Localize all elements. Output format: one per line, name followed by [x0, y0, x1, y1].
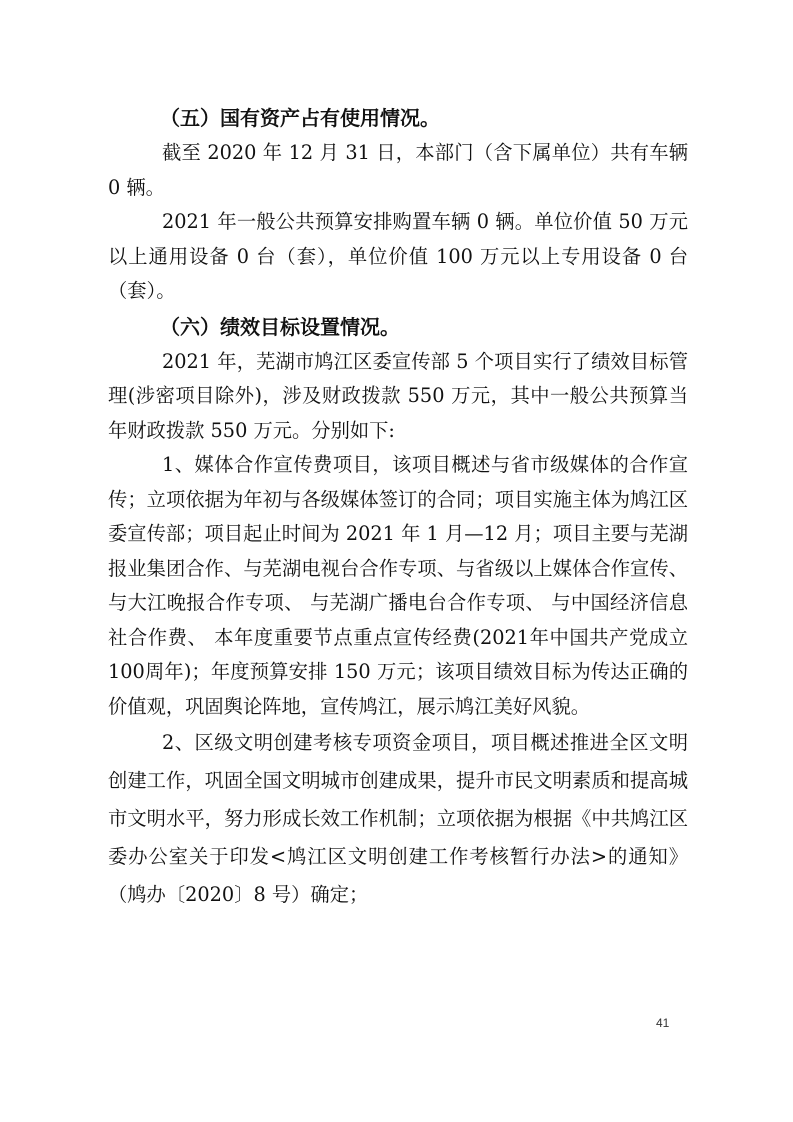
- page-content: [108, 100, 688, 914]
- paragraph-vehicles-count: 截至 2020 年 12 月 31 日，本部门（含下属单位）共有车辆 0 辆。: [108, 141, 688, 199]
- paragraph-civilization-project: 2、区级文明创建考核专项资金项目，项目概述推进全区文明创建工作，巩固全国文明城市创建成果，提升市民文明素质和提高城市文明水平，努力形成长效工作机制；立项依据为根据《中共鸠江区委办公室关于印发<鸠江区文明创建工作考核暂行办法>的通知》（鸠办〔2020〕8 号）确定；: [108, 731, 688, 906]
- paragraph-media-project: 1、媒体合作宣传费项目，该项目概述与省市级媒体的合作宣传；立项依据为年初与各级媒体签订的合同；项目实施主体为鸠江区委宣传部；项目起止时间为 2021 年 1 月—12 月；项目主要与芜湖报业集团合作、与芜湖电视台合作专项、与省级以上媒体合作宣传、 与大江晚报合作专项、 与芜湖广播电台合作专项、 与中国经济信息社合作费、 本年度重要节点重点宣传经费(2021年中国共产党成立100周年)；年度预算安排 150 万元；该项目绩效目标为传达正确的价值观，巩固舆论阵地，宣传鸠江，展示鸠江美好风貌。: [108, 453, 688, 718]
- paragraph-performance-overview: 2021 年，芜湖市鸠江区委宣传部 5 个项目实行了绩效目标管理(涉密项目除外)，涉及财政拨款 550 万元，其中一般公共预算当年财政拨款 550 万元。分别如下:: [108, 349, 688, 442]
- section-heading-performance-goals: （六）绩效目标设置情况。: [160, 314, 400, 339]
- section-heading-state-assets: （五）国有资产占有使用情况。: [160, 106, 440, 130]
- page-number: 41: [656, 1016, 670, 1030]
- paragraph-equipment-budget: 2021 年一般公共预算安排购置车辆 0 辆。单位价值 50 万元以上通用设备 0 台（套），单位价值 100 万元以上专用设备 0 台（套）。: [108, 210, 688, 302]
